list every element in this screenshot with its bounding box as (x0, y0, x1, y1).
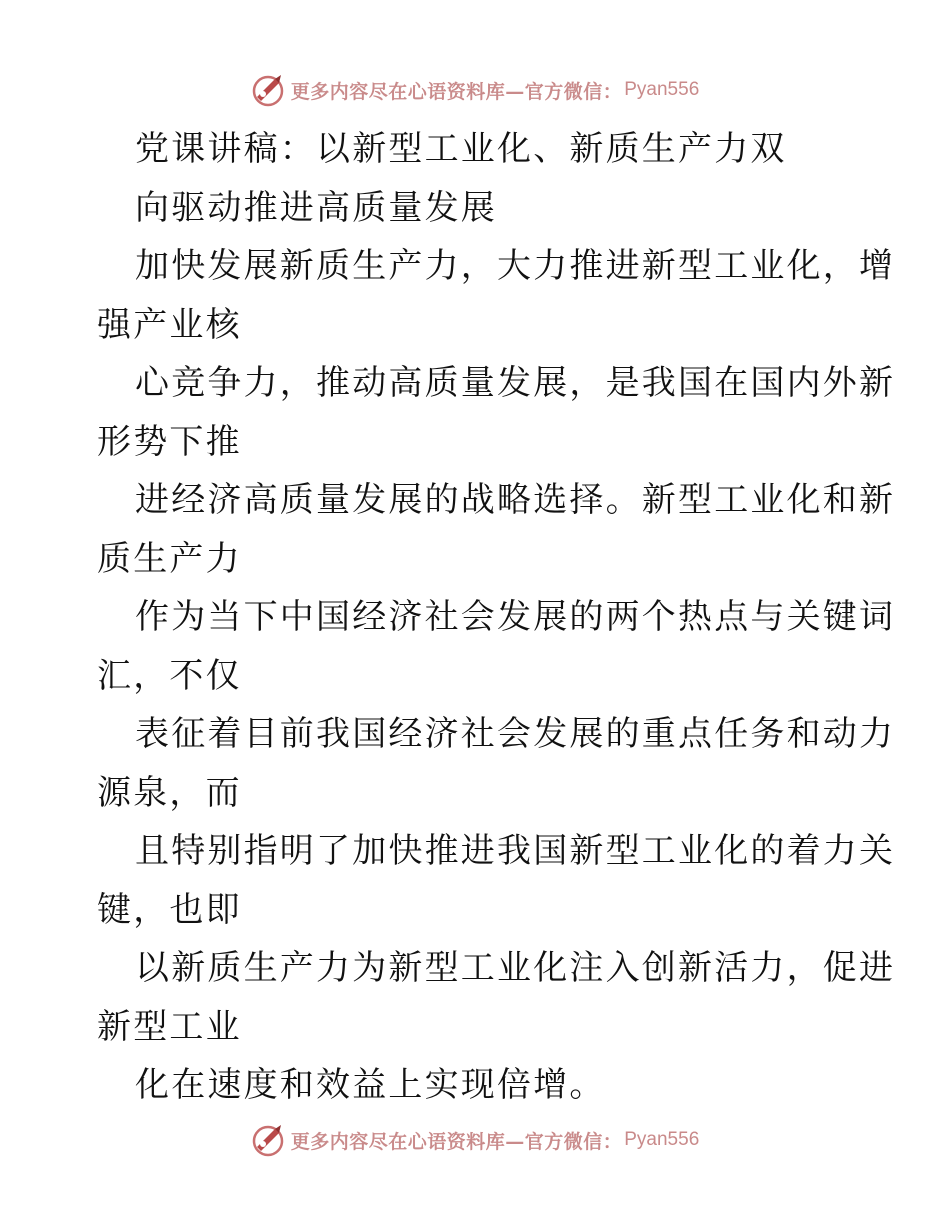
pen-logo-icon (251, 1123, 285, 1157)
paragraph-line: 新型工业 (97, 1006, 242, 1047)
paragraph-line: 汇，不仅 (97, 655, 242, 696)
title-line-1: 党课讲稿：以新型工业化、新质生产力双 (135, 129, 787, 169)
title-line-2: 向驱动推进高质量发展 (135, 187, 497, 228)
watermark-text: 更多内容尽在心语资料库—官方微信： (290, 1130, 623, 1153)
paragraph-line: 化在速度和效益上实现倍增。 (135, 1065, 606, 1105)
watermark-wechat-id: Pyan556 (624, 79, 700, 100)
paragraph-line: 且特别指明了加快推进我国新型工业化的着力关 (135, 831, 896, 871)
paragraph-line: 作为当下中国经济社会发展的两个热点与关键词 (135, 597, 896, 637)
paragraph-line: 以新质生产力为新型工业化注入创新活力，促进 (135, 948, 896, 988)
header-watermark (0, 70, 950, 110)
paragraph-line: 源泉，而 (97, 772, 242, 813)
paragraph-line: 心竞争力，推动高质量发展，是我国在国内外新 (135, 363, 896, 403)
paragraph-line: 表征着目前我国经济社会发展的重点任务和动力 (135, 714, 896, 754)
watermark-wechat-id: Pyan556 (624, 1129, 700, 1150)
paragraph-line: 键，也即 (97, 889, 242, 930)
footer-watermark (0, 1120, 950, 1160)
document-body (97, 120, 896, 1115)
paragraph-line: 进经济高质量发展的战略选择。新型工业化和新 (135, 480, 896, 520)
paragraph-line: 加快发展新质生产力，大力推进新型工业化，增 (135, 246, 896, 286)
paragraph-line: 质生产力 (97, 538, 242, 579)
watermark-text: 更多内容尽在心语资料库—官方微信： (290, 80, 623, 103)
pen-logo-icon (251, 73, 285, 107)
paragraph-line: 形势下推 (97, 421, 242, 462)
paragraph-line: 强产业核 (97, 304, 242, 345)
